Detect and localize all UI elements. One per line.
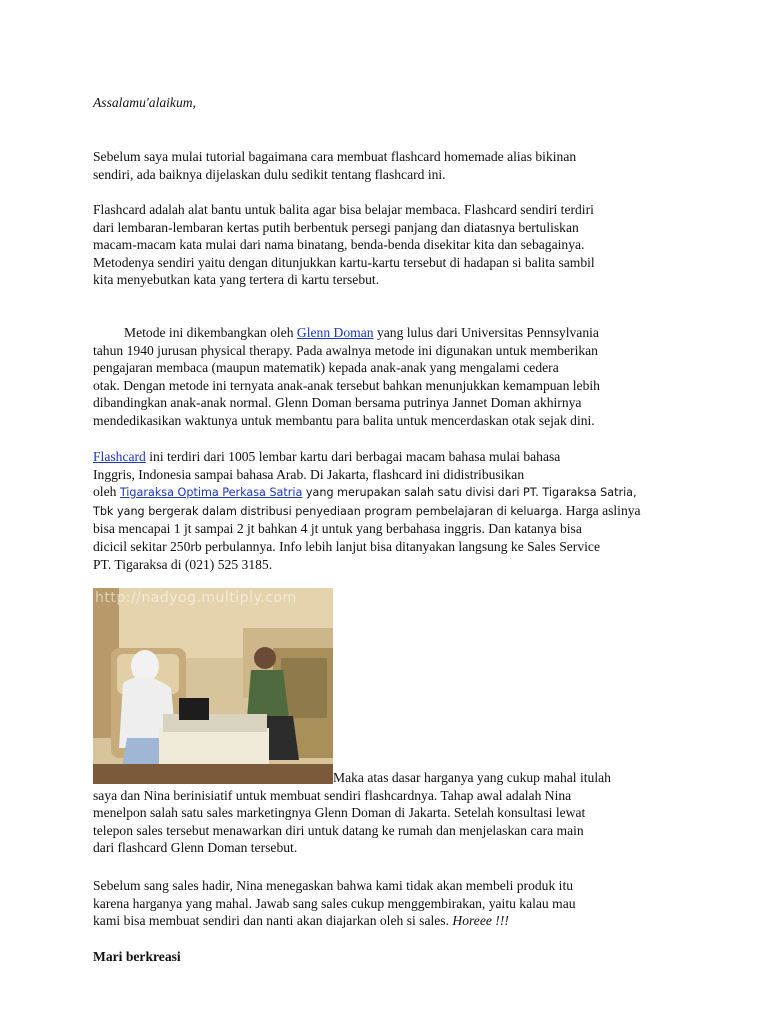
intro-line: sendiri, ada baiknya dijelaskan dulu sedikit tentang flashcard ini. [93,166,446,182]
decision-line: saya dan Nina berinisiatif untuk membuat sendiri flashcardnya. Tahap awal adalah Nina [93,787,572,803]
intro-line: Sebelum saya mulai tutorial bagaimana cara membuat flashcard homemade alias bikinan [93,149,577,164]
distribution-text: Tbk yang bergerak dalam distribusi penyediaan program pembelajaran di keluarga. [93,504,563,518]
method-paragraph [93,324,683,430]
distribution-line: dicicil sekitar 250rb perbulannya. Info lebih lanjut bisa ditanyakan langsung ke Sales Service [93,538,600,554]
method-text: yang lulus dari Universitas Pennsylvania [373,325,599,340]
definition-line: Flashcard adalah alat bantu untuk balita agar bisa belajar membaca. Flashcard sendiri terdiri [93,202,594,217]
decision-line: Maka atas dasar harganya yang cukup mahal itulah [333,770,611,785]
definition-line: kita menyebutkan kata yang tertera di kartu tersebut. [93,272,380,288]
decision-line: telepon sales tersebut menawarkan diri untuk datang ke rumah dan menjelaskan cara main [93,822,584,838]
distribution-text: ini terdiri dari 1005 lembar kartu dari berbagai macam bahasa mulai bahasa [145,449,561,464]
intro-paragraph [93,148,683,183]
decision-line: dari flashcard Glenn Doman tersebut. [93,840,298,856]
photo-watermark: http://nadyog.multiply.com [95,590,297,606]
method-text: Metode ini dikembangkan oleh [124,325,297,340]
consultation-photo [93,588,333,784]
visit-paragraph [93,877,683,930]
distribution-text: oleh [93,484,120,500]
glenn-doman-link[interactable]: Glenn Doman [296,325,374,340]
tigaraksa-link[interactable]: Tigaraksa Optima Perkasa Satria [119,486,303,500]
distribution-line: PT. Tigaraksa di (021) 525 3185. [93,556,273,572]
photo-illustration [93,588,333,784]
distribution-text: Harga aslinya [562,502,641,518]
method-line: mendedikasikan waktunya untuk membantu para balita untuk mencerdaskan otak sejak dini. [93,412,595,428]
method-line: pengajaran membaca (maupun matematik) kepada anak-anak yang mengalami cedera [93,360,559,376]
method-line [93,324,683,342]
distribution-line [93,483,683,502]
visit-line: Sebelum sang sales hadir, Nina menegaskan bahwa kami tidak akan membeli produk itu [93,878,574,893]
visit-text: kami bisa membuat sendiri dan nanti akan diajarkan oleh si sales. [93,913,453,929]
decision-paragraph [93,769,683,857]
distribution-paragraph [93,448,683,573]
section-heading: Mari berkreasi [93,949,181,964]
distribution-line: bisa mencapai 1 jt sampai 2 jt bahkan 4 jt untuk yang berbahasa inggris. Dan katanya bisa [93,521,582,537]
definition-line: dari lembaran-lembaran kertas putih berbentuk persegi panjang dan diatasnya bertuliskan [93,219,579,235]
definition-paragraph [93,201,683,289]
visit-line [93,912,683,930]
method-line: otak. Dengan metode ini ternyata anak-anak tersebut bahkan menunjukkan kemampuan lebih [93,377,600,393]
distribution-line [93,502,683,521]
definition-line: Metodenya sendiri yaitu dengan ditunjukkan kartu-kartu tersebut di hadapan si balita sambil [93,254,595,270]
flashcard-link[interactable]: Flashcard [93,449,146,464]
visit-line: karena harganya yang mahal. Jawab sang sales cukup menggembirakan, yaitu kalau mau [93,895,576,911]
visit-exclamation: Horeee !!! [452,913,509,929]
greeting: Assalamu'alaikum, [93,95,196,110]
method-line: tahun 1940 jurusan physical therapy. Pada awalnya metode ini digunakan untuk memberikan [93,342,598,358]
distribution-line: Inggris, Indonesia sampai bahasa Arab. Di Jakarta, flashcard ini didistribusikan [93,466,525,482]
definition-line: macam-macam kata mulai dari nama binatang, benda-benda disekitar kita dan sebagainya. [93,237,585,253]
distribution-text: yang merupakan salah satu divisi dari PT. Tigaraksa Satria, [302,486,637,500]
method-line: dibandingkan anak-anak normal. Glenn Doman bersama putrinya Jannet Doman akhirnya [93,395,582,411]
decision-line: menelpon salah satu sales marketingnya Glenn Doman di Jakarta. Setelah konsultasi lewat [93,805,586,821]
distribution-line [93,448,683,466]
